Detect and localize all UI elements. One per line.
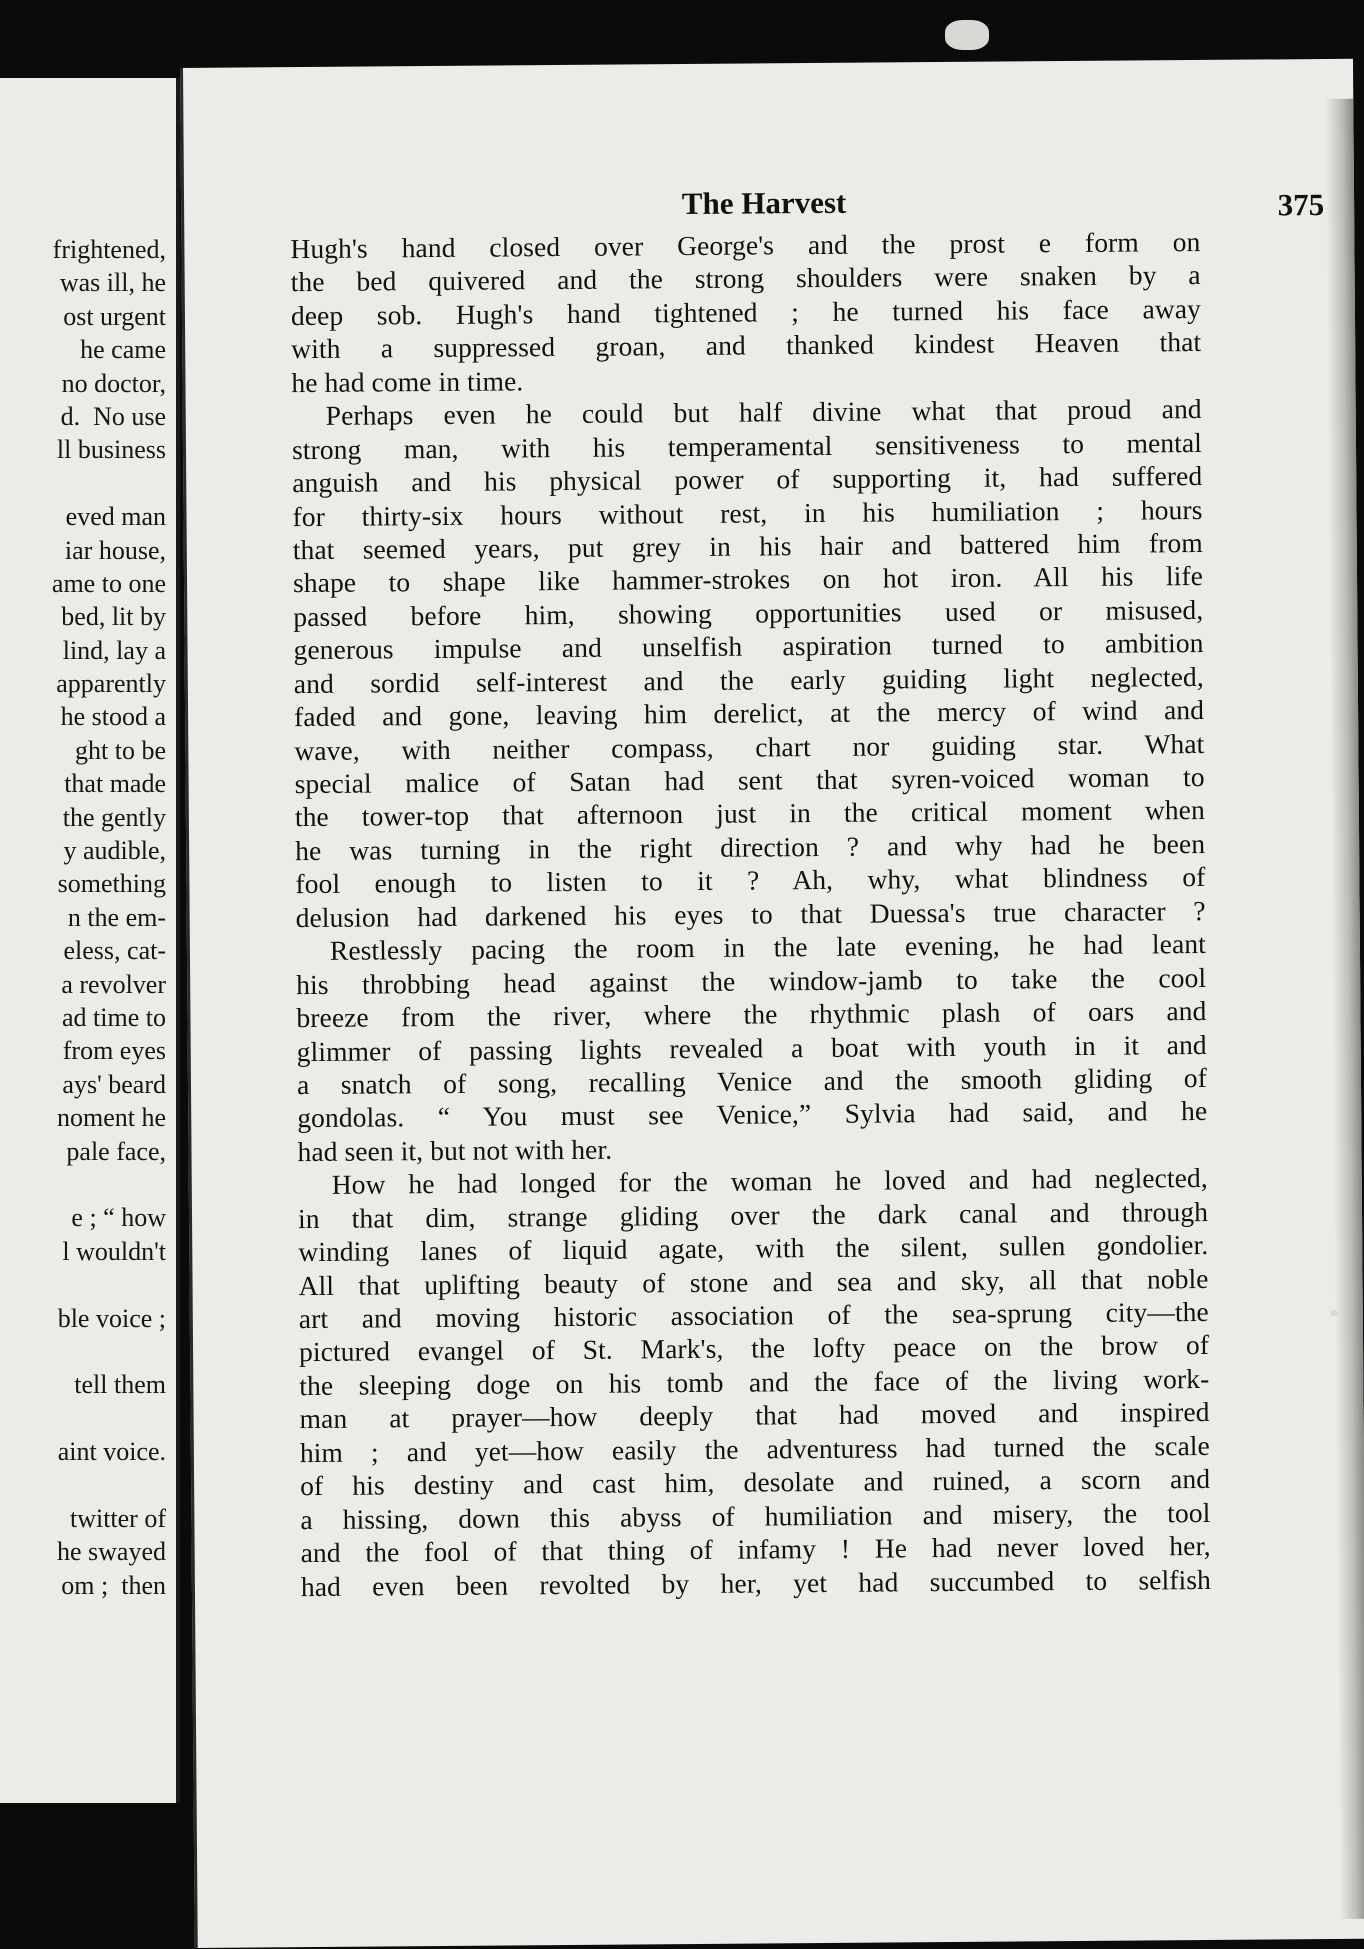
- left-page-line: bed, lit by: [61, 602, 166, 632]
- text-line: How he had longed for the woman he loved and had neglected,: [331, 1162, 1208, 1201]
- text-line: and the fool of that thing of infamy ! He had never loved her,: [300, 1530, 1211, 1569]
- book-page: [180, 59, 1364, 1948]
- left-page-line: a revolver: [61, 969, 166, 999]
- text-line: man at prayer—how deeply that had moved and inspired: [299, 1396, 1210, 1435]
- text-line: a hissing, down this abyss of humiliation and misery, the tool: [300, 1496, 1211, 1535]
- text-line: the bed quivered and the strong shoulders were snaken by a: [290, 259, 1201, 298]
- text-line: the tower-top that afternoon just in the critical moment when: [294, 794, 1205, 833]
- text-line: he was turning in the right direction ? and why had he been: [295, 827, 1206, 866]
- text-line: generous impulse and unselfish aspiration turned to ambition: [293, 627, 1204, 666]
- text-line: All that uplifting beauty of stone and sea and sky, all that noble: [298, 1262, 1209, 1301]
- left-page-line: ad time to: [62, 1002, 166, 1032]
- left-page-line: lind, lay a: [62, 635, 166, 665]
- text-line: Hugh's hand closed over George's and the prost e form on: [290, 225, 1201, 265]
- left-page-line: iar house,: [64, 535, 166, 565]
- left-page-line: ble voice ;: [57, 1303, 166, 1333]
- text-line: in that dim, strange gliding over the dark canal and through: [297, 1195, 1209, 1234]
- scan-speck: [1330, 1310, 1338, 1316]
- text-line: that seemed years, put grey in his hair and battered him from: [292, 526, 1203, 566]
- left-page-line: ays' beard: [62, 1069, 166, 1099]
- scan-speck: [945, 20, 989, 50]
- left-page-line: ght to be: [75, 735, 166, 765]
- text-line: shape to shape like hammer-strokes on hot iron. All his life: [292, 560, 1204, 599]
- text-line: for thirty-six hours without rest, in his humiliation ; hours: [292, 493, 1203, 532]
- text-line: art and moving historic association of the sea-sprung city—the: [298, 1295, 1209, 1335]
- left-page-line: l wouldn't: [62, 1236, 166, 1266]
- text-line: him ; and yet—how easily the adventuress had turned the scale: [299, 1429, 1210, 1468]
- left-page-line: pale face,: [59, 1136, 166, 1166]
- text-line: he had come in time.: [291, 365, 524, 398]
- left-facing-page: [0, 78, 180, 1803]
- text-line: special malice of Satan had sent that syren-voiced woman to: [294, 760, 1205, 800]
- left-page-line: n the em-: [67, 902, 166, 932]
- left-page-line: y audible,: [63, 836, 166, 866]
- left-page-line: the gently: [62, 802, 166, 832]
- running-title: The Harvest: [681, 184, 847, 222]
- text-line: Restlessly pacing the room in the late evening, he had leant: [329, 928, 1207, 967]
- left-page-line: from eyes: [62, 1036, 166, 1066]
- text-line: faded and gone, leaving him derelict, at the mercy of wind and: [293, 694, 1205, 733]
- text-line: anguish and his physical power of supporting it, had suffered: [292, 460, 1203, 499]
- text-line: glimmer of passing lights revealed a boat with youth in it and: [296, 1028, 1207, 1067]
- text-line: delusion had darkened his eyes to that Duessa's true character ?: [295, 894, 1206, 933]
- text-line: deep sob. Hugh's hand tightened ; he turned his face away: [290, 292, 1202, 332]
- left-page-line: something: [57, 869, 166, 899]
- left-page-text: [0, 233, 166, 1602]
- left-page-line: d. No use: [60, 401, 166, 431]
- body-text: [290, 225, 1211, 1603]
- left-page-line: eved man: [65, 502, 166, 532]
- text-line: fool enough to listen to it ? Ah, why, what blindness of: [295, 861, 1206, 900]
- text-line: strong man, with his temperamental sensitiveness to mental: [291, 426, 1203, 465]
- text-line: the sleeping doge on his tomb and the face of the living work-: [299, 1362, 1210, 1401]
- text-line: a snatch of song, recalling Venice and the smooth gliding of: [296, 1061, 1208, 1101]
- text-line: with a suppressed groan, and thanked kindest Heaven that: [291, 326, 1202, 365]
- left-page-line: [0, 1468, 166, 1501]
- text-line: passed before him, showing opportunities used or misused,: [293, 593, 1204, 632]
- left-page-line: [0, 1335, 166, 1368]
- text-line: wave, with neither compass, chart nor guiding star. What: [294, 727, 1205, 766]
- left-page-line: apparently: [56, 669, 166, 699]
- text-line: had seen it, but not with her.: [297, 1133, 613, 1167]
- text-line: breeze from the river, where the rhythmic plash of oars and: [296, 995, 1207, 1034]
- text-line: and sordid self-interest and the early guiding light neglected,: [293, 660, 1204, 699]
- page-header: [294, 177, 1344, 229]
- left-page-line: ll business: [56, 435, 166, 465]
- left-page-line: [0, 1402, 166, 1435]
- left-page-line: he came: [73, 335, 166, 365]
- text-line: gondolas. “ You must see Venice,” Sylvia had said, and he: [297, 1095, 1208, 1134]
- text-line: of his destiny and cast him, desolate and ruined, a scorn and: [300, 1463, 1211, 1502]
- text-line: pictured evangel of St. Mark's, the lofty peace on the brow of: [298, 1329, 1210, 1368]
- page-edge-shadow: [1325, 99, 1364, 1919]
- left-page-line: noment he: [56, 1103, 166, 1133]
- left-page-line: ame to one: [51, 568, 166, 598]
- left-page-line: e ; “ how: [71, 1203, 166, 1233]
- left-page-line: was ill, he: [59, 268, 166, 298]
- left-page-line: tell them: [74, 1370, 166, 1400]
- text-line: winding lanes of liquid agate, with the silent, sullen gondolier.: [298, 1229, 1209, 1268]
- left-page-line: eless, cat-: [63, 936, 166, 966]
- left-page-line: [0, 1268, 166, 1301]
- text-line: had even been revolted by her, yet had succumbed to selfish: [300, 1563, 1212, 1602]
- left-page-line: frightened,: [52, 235, 166, 264]
- left-page-line: om ; then: [61, 1570, 166, 1600]
- text-line: Perhaps even he could but half divine what that proud and: [325, 393, 1202, 432]
- left-page-line: [0, 1168, 166, 1201]
- left-page-line: he swayed: [56, 1537, 166, 1567]
- left-page-line: twitter of: [69, 1503, 166, 1533]
- left-page-line: aint voice.: [57, 1437, 166, 1467]
- text-line: his throbbing head against the window-jamb to take the cool: [296, 961, 1207, 1000]
- left-page-line: [0, 467, 166, 500]
- left-page-line: that made: [64, 769, 166, 799]
- page-number: 375: [1277, 187, 1325, 223]
- left-page-line: he stood a: [60, 702, 166, 732]
- left-page-line: ost urgent: [63, 301, 166, 331]
- left-page-line: no doctor,: [61, 368, 166, 398]
